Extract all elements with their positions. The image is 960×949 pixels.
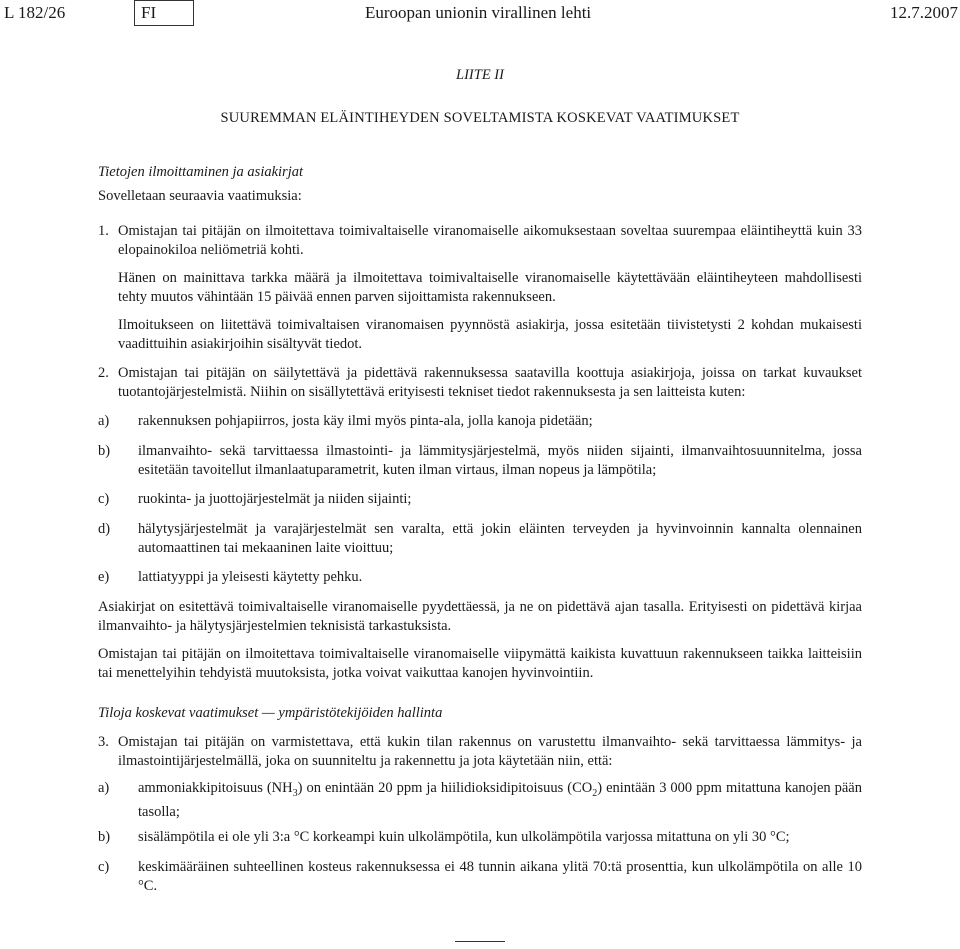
publication-date: 12.7.2007 xyxy=(890,3,958,22)
item-3c-label: c) xyxy=(98,859,110,875)
item-2a-text: rakennuksen pohjapiirros, josta käy ilmi myös pinta-ala, jolla kanoja pidetään; xyxy=(138,413,593,429)
item-3b-label: b) xyxy=(98,829,111,845)
changes-paragraph: Omistajan tai pitäjän on ilmoitettava toimivaltaiselle viranomaiselle viipymättä kaikista kuvattuun rakennukseen taikka laitteisiin tai menettelyihin tehdyistä muutoksista, jotka voivat vaikuttaa kanojen hyvinvointiin. xyxy=(98,646,862,681)
footnote-separator xyxy=(455,941,505,942)
item-1-text: Omistajan tai pitäjän on ilmoitettava toimivaltaiselle viranomaiselle aikomuksestaan soveltaa suurempaa eläintiheyttä kuin 33 elopainokiloa neliömetriä kohti. xyxy=(118,223,862,258)
section-heading-documents: Tietojen ilmoittaminen ja asiakirjat xyxy=(98,164,304,180)
item-2b-text: ilmanvaihto- sekä tarvittaessa ilmastointi- ja lämmitysjärjestelmä, myös niiden sijainti, ilmanvaihtosuunnitelma, jossa esitetään tavoitellut ilmanlaatuparametrit, kuten ilman virtaus, ilman nopeus ja lämpötila; xyxy=(138,443,862,478)
item-3a-text xyxy=(138,779,862,822)
journal-title: Euroopan unionin virallinen lehti xyxy=(365,3,592,22)
annex-title: SUUREMMAN ELÄINTIHEYDEN SOVELTAMISTA KOSKEVAT VAATIMUKSET xyxy=(220,110,740,126)
item-3a-label: a) xyxy=(98,780,110,796)
item-2e-label: e) xyxy=(98,569,110,585)
item-1-para-3: Ilmoitukseen on liitettävä toimivaltaisen viranomaisen pyynnöstä asiakirja, jossa esitetään tiivistetysti 2 kohdan mukaisesti vaadittuihin asiakirjoihin sisältyvät tiedot. xyxy=(118,317,862,352)
section-heading-environment: Tiloja koskevat vaatimukset — ympäristötekijöiden hallinta xyxy=(98,705,443,721)
item-1-para-2: Hänen on mainittava tarkka määrä ja ilmoitettava toimivaltaiselle viranomaiselle käytettävään eläintiheyteen mahdollisesti tehty muutos vähintään 15 päivää ennen parven sijoittamista rakennukseen. xyxy=(118,270,862,305)
item-3a-part-3: ) enintään 3 000 ppm mitattuna kanojen pään tasolla; xyxy=(138,780,862,820)
item-3a-part-1: ammoniakkipitoisuus (NH xyxy=(138,780,293,796)
item-2-number: 2. xyxy=(98,365,109,381)
item-3a-part-2: ) on enintään 20 ppm ja hiilidioksidipitoisuus (CO xyxy=(297,780,593,796)
page-reference: L 182/26 xyxy=(4,3,66,22)
documents-paragraph: Asiakirjat on esitettävä toimivaltaiselle viranomaiselle pyydettäessä, ja ne on pidettävä ajan tasalla. Erityisesti on pidettävä kirjaa ilmanvaihto- ja hälytysjärjestelmien teknisistä tarkastuksista. xyxy=(98,599,862,634)
item-3-text: Omistajan tai pitäjän on varmistettava, että kukin tilan rakennus on varustettu ilmanvaihto- sekä tarvittaessa lämmitys- ja ilmastointijärjestelmällä, joka on suunniteltu ja rakennettu ja jota käytetään niin, että: xyxy=(118,734,862,769)
item-2b-label: b) xyxy=(98,443,111,459)
nh3-subscript: 3 xyxy=(292,787,298,799)
item-2c-text: ruokinta- ja juottojärjestelmät ja niiden sijainti; xyxy=(138,491,412,507)
annex-label: LIITE II xyxy=(456,67,504,83)
intro-text: Sovelletaan seuraavia vaatimuksia: xyxy=(98,188,302,204)
item-3c-text: keskimääräinen suhteellinen kosteus rakennuksessa ei 48 tunnin aikana ylitä 70:tä prosenttia, kun ulkolämpötila on alle 10 °C. xyxy=(138,859,862,894)
page-header xyxy=(0,0,960,28)
item-2d-text: hälytysjärjestelmät ja varajärjestelmät sen varalta, että jokin eläinten terveyden ja hyvinvoinnin kannalta olennainen automaattinen tai mekaaninen laite vioittuu; xyxy=(138,521,862,556)
item-2d-label: d) xyxy=(98,521,111,537)
language-code-box: FI xyxy=(134,0,194,26)
co2-subscript: 2 xyxy=(592,787,598,799)
item-1-number: 1. xyxy=(98,223,109,239)
item-2e-text: lattiatyyppi ja yleisesti käytetty pehku. xyxy=(138,569,363,585)
item-2-text: Omistajan tai pitäjän on säilytettävä ja pidettävä rakennuksessa saatavilla koottuja asiakirjoja, joissa on tarkat kuvaukset tuotantojärjestelmistä. Niihin on sisällytettävä erityisesti tekniset tiedot rakennuksesta ja sen laitteista kuten: xyxy=(118,365,862,400)
item-2c-label: c) xyxy=(98,491,110,507)
item-3b-text: sisälämpötila ei ole yli 3:a °C korkeampi kuin ulkolämpötila, kun ulkolämpötila varjossa mitattuna on yli 30 °C; xyxy=(138,829,790,845)
item-2a-label: a) xyxy=(98,413,110,429)
item-3-number: 3. xyxy=(98,734,109,750)
